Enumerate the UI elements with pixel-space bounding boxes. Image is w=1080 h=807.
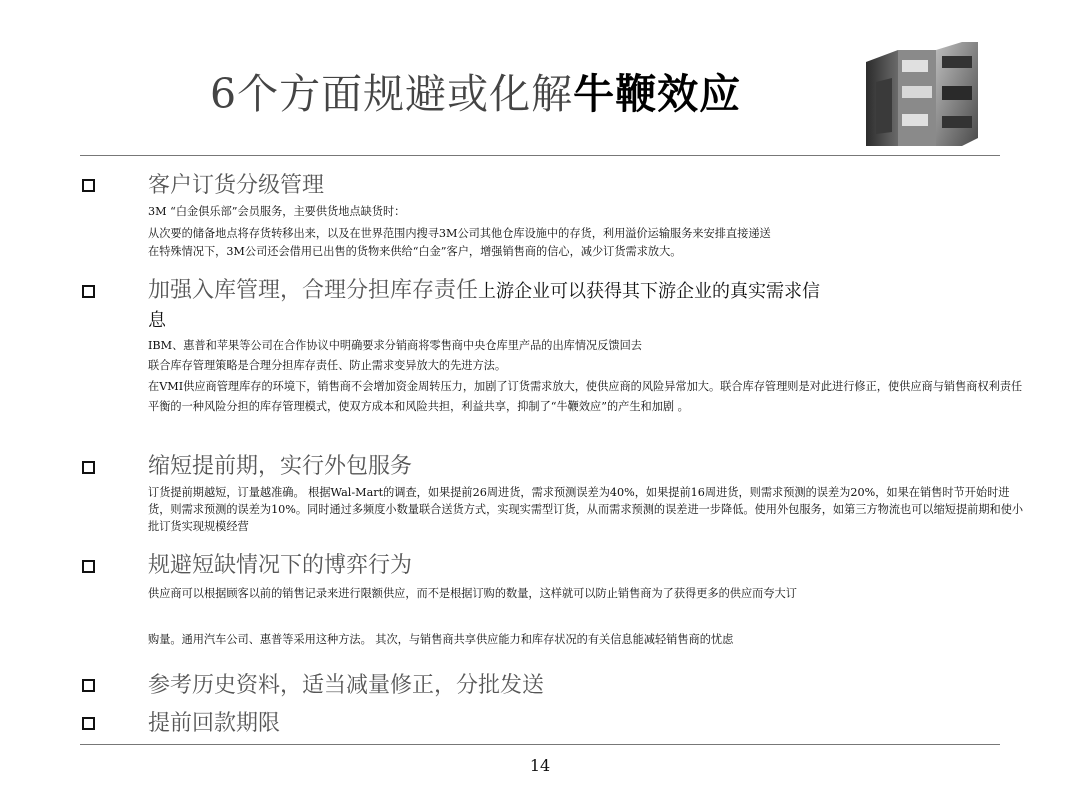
section-heading-6: 提前回款期限 [148, 711, 281, 736]
top-divider [80, 155, 1000, 156]
section-heading-2-main: 加强入库管理，合理分担库存责任 [148, 278, 479, 303]
section-4-line-2: 购量。通用汽车公司、惠普等采用这种方法。 其次，与销售商共享供应能力和库存状况的有关信息能减轻销售商的忧虑 [148, 633, 734, 646]
bullet-checkbox-icon [82, 560, 95, 573]
bullet-checkbox-icon [82, 679, 95, 692]
page-number: 14 [529, 756, 551, 775]
section-heading-4: 规避短缺情况下的博弈行为 [148, 553, 413, 578]
section-2-line-1: IBM、惠普和苹果等公司在合作协议中明确要求分销商将零售商中央仓库里产品的出库情况反馈回去 [148, 339, 642, 352]
page-title [210, 64, 741, 124]
section-heading-5: 参考历史资料，适当减量修正，分批发送 [148, 673, 545, 698]
section-1-line-3: 在特殊情况下，3M公司还会借用已出售的货物来供给“白金”客户，增强销售商的信心，减少订货需求放大。 [148, 245, 682, 258]
section-4-line-1: 供应商可以根据顾客以前的销售记录来进行限额供应，而不是根据订购的数量，这样就可以防止销售商为了获得更多的供应而夸大订 [148, 587, 797, 600]
section-2-line-2: 联合库存管理策略是合理分担库存责任、防止需求变异放大的先进方法。 [148, 359, 507, 372]
bullet-checkbox-icon [82, 461, 95, 474]
section-heading-2-tail: 上游企业可以获得其下游企业的真实需求信 [478, 281, 821, 302]
bullet-checkbox-icon [82, 285, 95, 298]
title-bold: 牛鞭效应 [573, 70, 742, 118]
bottom-divider [80, 744, 1000, 745]
section-1-line-2: 从次要的储备地点将存货转移出来，以及在世界范围内搜寻3M公司其他仓库设施中的存货，利用溢价运输服务来安排直接递送 [148, 227, 771, 240]
title-main: 6个方面规避或化解 [210, 70, 574, 118]
section-heading-3: 缩短提前期，实行外包服务 [148, 454, 413, 479]
section-heading-2 [148, 277, 820, 306]
section-2-paragraph: 在VMI供应商管理库存的环境下，销售商不会增加资金周转压力，加剧了订货需求放大，使供应商的风险异常加大。联合库存管理则是对此进行修正，使供应商与销售商权利责任平衡的一种风险分担的库存管理模式，使双方成本和风险共担，利益共享，抑制了“牛鞭效应”的产生和加剧 。 [148, 380, 1023, 413]
section-1-line-1: 3M “白金俱乐部”会员服务，主要供货地点缺货时： [148, 205, 406, 218]
bullet-checkbox-icon [82, 179, 95, 192]
bullet-checkbox-icon [82, 717, 95, 730]
section-heading-1: 客户订货分级管理 [148, 173, 325, 198]
decorative-logo-graphic [866, 42, 978, 146]
section-heading-2-cont: 息 [148, 310, 166, 331]
section-3-paragraph: 订货提前期越短，订量越准确。 根据Wal-Mart的调查，如果提前26周进货，需求预测误差为40%，如果提前16周进货，则需求预测的误差为20%，如果在销售时节开始时进货，则需求预测的误差为10%。同时通过多频度小数量联合送货方式，实现实需型订货，从而需求预测的误差进一步降低。使用外包服务，如第三方物流也可以缩短提前期和使小批订货实现规模经营 [148, 486, 1024, 533]
